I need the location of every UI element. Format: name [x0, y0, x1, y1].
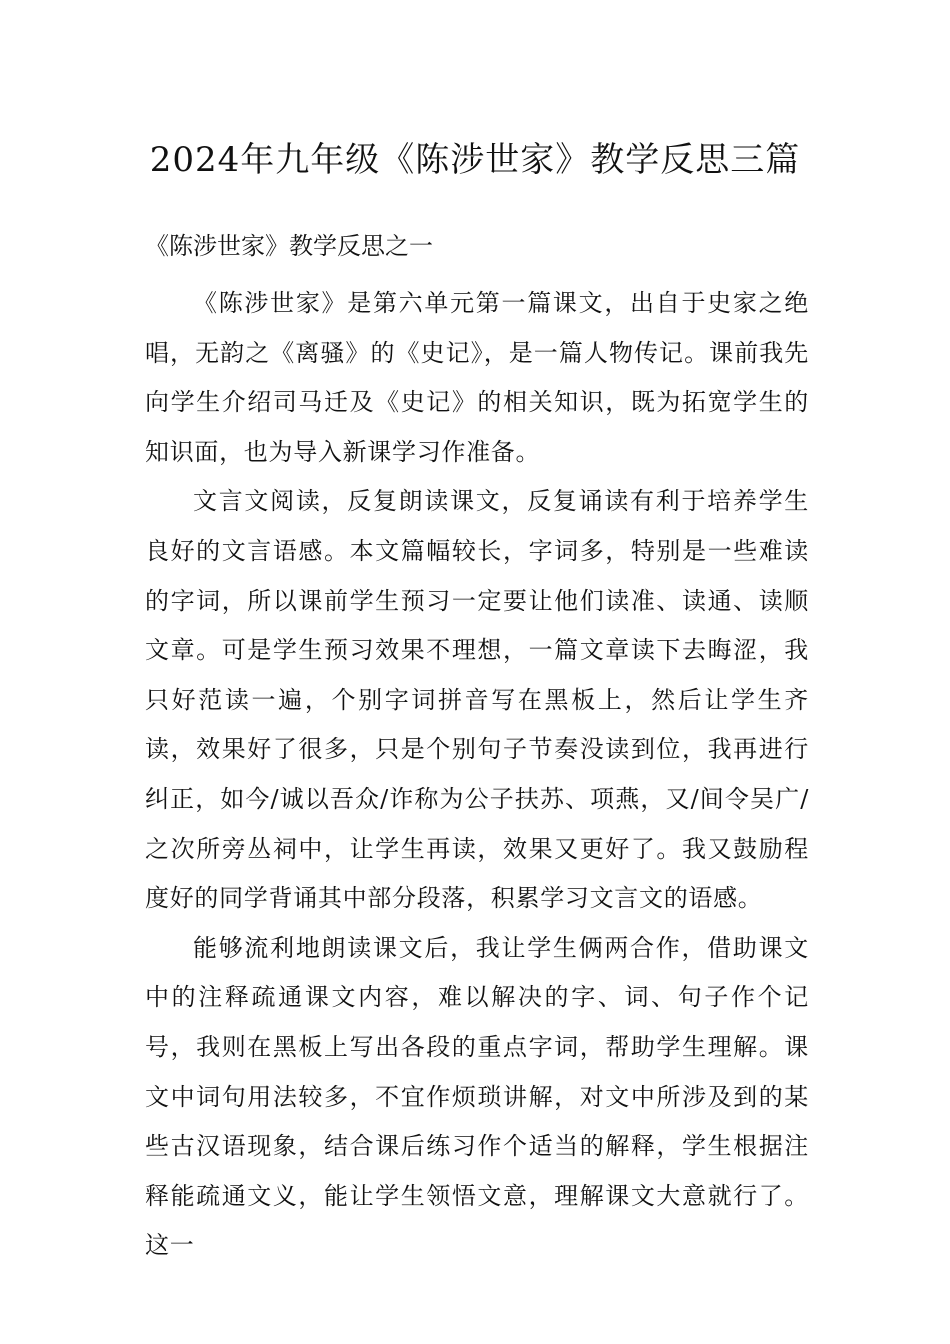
paragraph-1: 《陈涉世家》是第六单元第一篇课文，出自于史家之绝唱，无韵之《离骚》的《史记》，是一篇人物传记。课前我先向学生介绍司马迁及《史记》的相关知识，既为拓宽学生的知识面，也为导入新课学习作准备。 — [145, 289, 809, 466]
document-title: 2024年九年级《陈涉世家》教学反思三篇 — [149, 140, 801, 180]
paragraph-3: 能够流利地朗读课文后，我让学生俩两合作，借助课文中的注释疏通课文内容，难以解决的字、词、句子作个记号，我则在黑板上写出各段的重点字词，帮助学生理解。课文中词句用法较多，不宜作烦琐讲解，对文中所涉及到的某些古汉语现象，结合课后练习作个适当的解释，学生根据注释能疏通文义，能让学生领悟文意，理解课文大意就行了。这一 — [145, 933, 809, 1260]
section-heading: 《陈涉世家》教学反思之一 — [145, 232, 433, 260]
paragraph-2: 文言文阅读，反复朗读课文，反复诵读有利于培养学生良好的文言语感。本文篇幅较长，字词多，特别是一些难读的字词，所以课前学生预习一定要让他们读准、读通、读顺文章。可是学生预习效果不理想，一篇文章读下去晦涩，我只好范读一遍，个别字词拼音写在黑板上，然后让学生齐读，效果好了很多，只是个别句子节奏没读到位，我再进行纠正，如今/诚以吾众/诈称为公子扶苏、项燕，又/间令吴广/之次所旁丛祠中，让学生再读，效果又更好了。我又鼓励程度好的同学背诵其中部分段落，积累学习文言文的语感。 — [145, 487, 809, 913]
body-text — [145, 279, 809, 1271]
